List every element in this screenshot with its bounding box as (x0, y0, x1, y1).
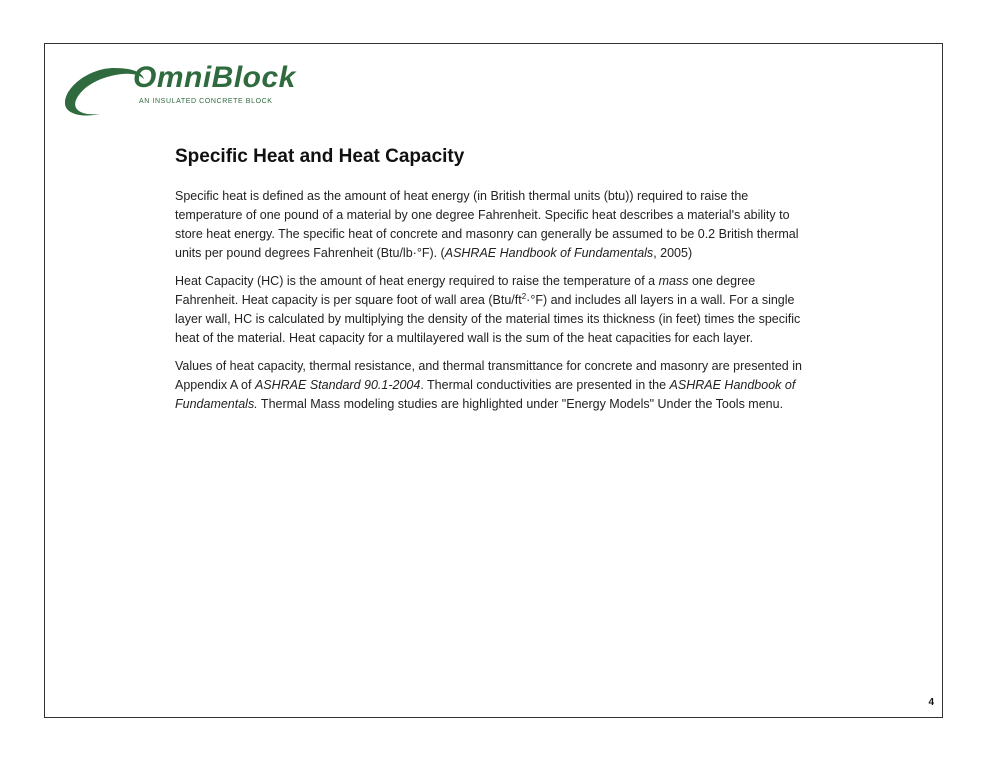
superscript: 2 (521, 291, 527, 301)
paragraph-text: Values of heat capacity, thermal resistance, and thermal transmittance for concrete and masonry are presented in Appendix A of (175, 359, 802, 392)
paragraph-heat-capacity (175, 272, 815, 348)
slide-content (175, 146, 815, 423)
source-citation: ASHRAE Handbook of Fundamentals (444, 246, 654, 260)
page-number: 4 (928, 697, 934, 708)
omniblock-logo (62, 58, 342, 128)
paragraph-text: Heat Capacity (HC) is the amount of heat energy required to raise the temperature of a (175, 274, 659, 288)
emphasis-mass: mass (658, 274, 689, 288)
paragraph-text: Thermal Mass modeling studies are highlighted under "Energy Models" Under the Tools menu. (257, 397, 784, 411)
standard-citation: ASHRAE Standard 90.1-2004 (254, 378, 421, 392)
logo-wordmark: OmniBlock (133, 61, 296, 94)
slide (44, 43, 943, 718)
paragraph-text: . Thermal conductivities are presented in the (420, 378, 670, 392)
paragraph-text: Specific heat is defined as the amount of heat energy (in British thermal units (btu)) required to raise the temperature of one pound of a material by one degree Fahrenheit. Specific heat describes a material's ability to store heat energy. The specific heat of concrete and masonry can generally be assumed to be 0.2 British thermal units per pound degrees Fahrenheit (Btu/lb·°F). ( (175, 189, 799, 260)
paragraph-text: ·°F) and includes all layers in a wall. For a single layer wall, HC is calculated by multiplying the density of the material times its thickness (in feet) times the specific heat of the material. Heat capacity for a multilayered wall is the sum of the heat capacities for each layer. (175, 293, 801, 345)
paragraph-text: , 2005) (653, 246, 693, 260)
paragraph-text: one degree Fahrenheit. Heat capacity is per square foot of wall area (Btu/ft (175, 274, 756, 307)
handbook-citation: ASHRAE Handbook of Fundamentals. (175, 378, 796, 411)
paragraph-values (175, 357, 815, 414)
page-title: Specific Heat and Heat Capacity (175, 146, 465, 167)
logo-tagline: AN INSULATED CONCRETE BLOCK (139, 98, 273, 105)
paragraph-specific-heat (175, 187, 815, 263)
